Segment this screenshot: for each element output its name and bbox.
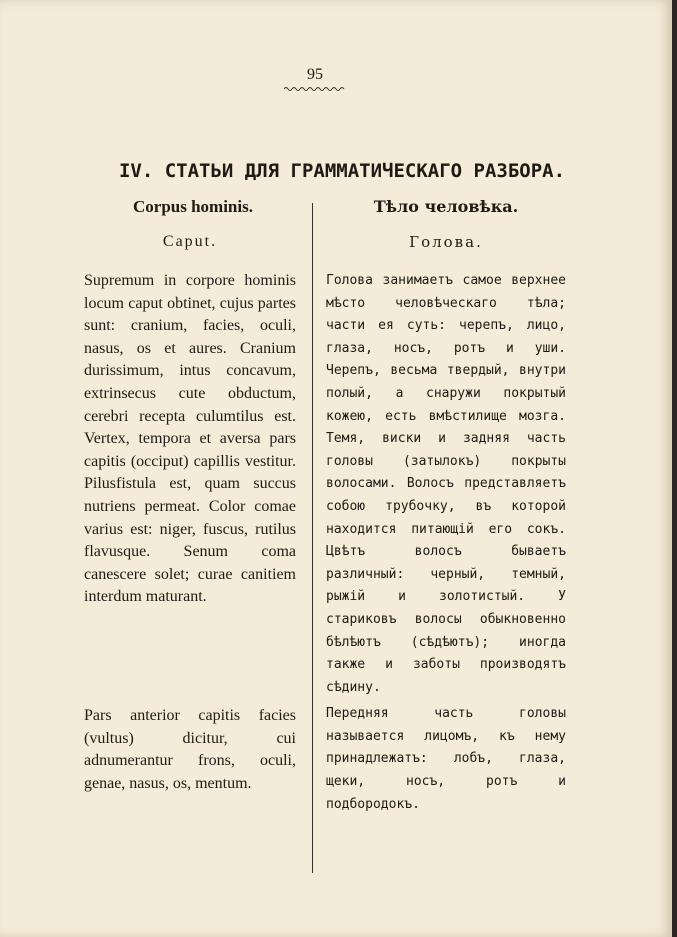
latin-paragraph-1: Supremum in corpore hominis locum caput obtinet, cujus partes sunt: cranium, facies, oculi, nasus, os et aures. Cranium durissimum, intus concavum, extrinsecus cute obductum, cerebri recepta culumtilus est. Vertex, tempora et aversa pars capitis (occiput) capillis vestitur. Pilusfistula est, quam succus nutriens permeat. Color comae varius est: niger, fuscus, rutilus flavusque. Senum coma canescere solet; curae canitiem interdum maturant. (84, 272, 296, 606)
latin-subtitle: Caput. (162, 233, 218, 250)
russian-paragraph-1: Голова занимаетъ самое верхнее мѣсто человѣческаго тѣла; части ея суть: черепъ, лицо, глаза, носъ, ротъ и уши. Черепъ, весьма твердый, внутри полый, а снаружи покрытый кожею, есть вмѣстилище мозга. Темя, виски и задняя часть головы (затылокъ) покрыты волосами. Волосъ представляетъ собою трубочку, въ которой находится питающій его сокъ. Цвѣтъ волосъ бываетъ различный: черный, темный, рыжій и золотистый. У стариковъ волосы обыкновенно бѣлѣютъ (сѣдѣютъ); иногда также и заботы производятъ сѣдину. (326, 273, 566, 695)
column-divider (312, 203, 313, 873)
russian-title: Тѣло человѣка. (373, 197, 519, 216)
russian-paragraph-2: Передняя часть головы называется лицомъ, къ нему принадлежатъ: лобъ, глаза, щеки, носъ, ротъ и подбородокъ. (326, 706, 566, 812)
latin-paragraph-2: Pars anterior capitis facies (vultus) dicitur, cui adnumerantur frons, oculi, genae, nasus, os, mentum. (84, 706, 296, 792)
ornament-wave (284, 86, 346, 92)
section-heading: IV. СТАТЬИ ДЛЯ ГРАММАТИЧЕСКАГО РАЗБОРА. (118, 160, 566, 182)
page-number: 95 (307, 66, 323, 83)
latin-title: Corpus hominis. (133, 197, 253, 216)
book-spine-edge (672, 0, 677, 937)
russian-subtitle: Голова. (409, 233, 483, 251)
latin-column (84, 196, 296, 795)
russian-column (326, 196, 566, 816)
